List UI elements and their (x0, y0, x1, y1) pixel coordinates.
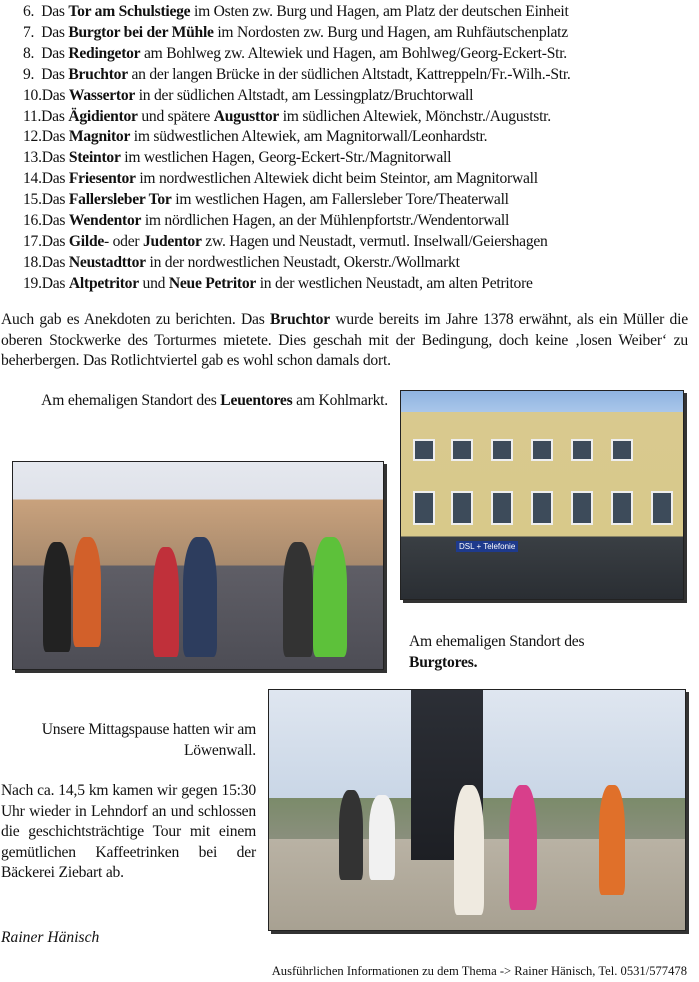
photo-leuentor-building (400, 390, 684, 600)
gate-post: zw. Hagen und Neustadt, vermutl. Inselwall/Geiershagen (201, 232, 548, 250)
gate-mid: - oder (104, 232, 143, 250)
gate-post: im südlichen Altewiek, Mönchstr./Auguststr. (279, 107, 551, 125)
gate-list-item (23, 65, 571, 86)
closing-text-block (1, 720, 256, 884)
gate-b1: Wassertor (68, 86, 136, 104)
gate-post: im Osten zw. Burg und Hagen, am Platz der deutschen Einheit (190, 3, 569, 20)
gate-pre: Das (41, 128, 69, 146)
gate-pre: Das (41, 170, 69, 188)
gate-b1: Steintor (68, 149, 121, 167)
gate-num: 13. (23, 149, 42, 167)
gate-post: im westlichen Hagen, Georg-Eckert-Str./Magnitorwall (120, 149, 452, 167)
anecdote-bold: Bruchtor (270, 311, 330, 328)
gate-num: 7. (23, 23, 35, 41)
gate-list-item (23, 127, 571, 148)
gate-list-item (23, 86, 571, 107)
lunch-text: Unsere Mittagspause hatten wir am Löwenwall. (41, 721, 256, 759)
gate-list-item (23, 190, 571, 211)
gate-b2: Judentor (143, 232, 202, 250)
closing-text: Nach ca. 14,5 km kamen wir gegen 15:30 Uhr wieder in Lehndorf an und schlossen die geschichtsträchtige Tour mit einem gemütlichen Kaffeetrinken bei der Bäckerei Ziebart ab. (1, 782, 256, 881)
gate-list-item (23, 211, 571, 232)
gate-b1: Magnitor (68, 128, 131, 146)
gate-pre: Das (41, 23, 69, 41)
gate-pre: Das (41, 65, 69, 83)
gate-b1: Gilde (68, 232, 105, 250)
gate-post: in der südlichen Altstadt, am Lessingplatz/Bruchtorwall (135, 86, 474, 104)
gate-list-item (23, 274, 571, 295)
gate-pre: Das (41, 149, 69, 167)
gate-list-item (23, 169, 571, 190)
anecdote-paragraph (1, 310, 688, 372)
gate-b1: Burgtor bei der Mühle (68, 23, 214, 41)
gate-mid: und spätere (137, 107, 214, 125)
gate-num: 16. (23, 212, 42, 230)
caption-burgtor (409, 632, 639, 673)
caption-text-cont: am Kohlmarkt. (292, 392, 388, 409)
gate-num: 10. (23, 86, 42, 104)
gate-post: in der nordwestlichen Neustadt, Okerstr./Wollmarkt (145, 253, 460, 271)
photo-group-with-bicycles (12, 461, 384, 670)
gate-b2: Augusttor (213, 107, 280, 125)
shop-sign: DSL + Telefonie (456, 541, 518, 552)
gate-num: 6. (23, 3, 35, 20)
gate-list-item (23, 148, 571, 169)
gate-pre: Das (41, 191, 69, 209)
gate-b1: Altpetritor (68, 274, 139, 292)
gate-num: 12. (23, 128, 42, 146)
gate-post: im nordwestlichen Altewiek dicht beim Steintor, am Magnitorwall (135, 170, 538, 188)
gate-num: 17. (23, 232, 42, 250)
gate-num: 19. (23, 274, 42, 292)
gate-pre: Das (41, 107, 69, 125)
caption-bold: Burgtores. (409, 653, 478, 671)
gate-post: im südwestlichen Altewiek, am Magnitorwall/Leonhardstr. (130, 128, 488, 146)
gate-b1: Ägidientor (68, 107, 138, 125)
gate-list-item (23, 23, 571, 44)
anecdote-text: Auch gab es Anekdoten zu berichten. Das (1, 311, 271, 328)
gate-b1: Tor am Schulstiege (68, 3, 191, 20)
gate-list-item (23, 107, 571, 128)
gate-mid: und (138, 274, 169, 292)
gate-b1: Fallersleber Tor (68, 191, 172, 209)
gate-pre: Das (41, 44, 69, 62)
caption-text: Am ehemaligen Standort des (41, 392, 221, 409)
gate-post: am Bohlweg zw. Altewiek und Hagen, am Bohlweg/Georg-Eckert-Str. (140, 44, 567, 62)
gates-list (23, 2, 571, 295)
gate-post: im westlichen Hagen, am Fallersleber Tore/Theaterwall (171, 191, 509, 209)
gate-b1: Redingetor (68, 44, 141, 62)
gate-b1: Neustadttor (68, 253, 146, 271)
gate-list-item (23, 2, 571, 23)
gate-b2: Neue Petritor (168, 274, 257, 292)
gate-post: in der westlichen Neustadt, am alten Petritore (256, 274, 533, 292)
gate-post: an der langen Brücke in der südlichen Altstadt, Kattreppeln/Fr.-Wilh.-Str. (127, 65, 571, 83)
gate-pre: Das (41, 253, 69, 271)
gate-pre: Das (41, 212, 69, 230)
gate-list-item (23, 232, 571, 253)
gate-num: 18. (23, 253, 42, 271)
photo-loewenwall-lunch (268, 689, 686, 931)
gate-pre: Das (41, 274, 69, 292)
gate-num: 8. (23, 44, 35, 62)
caption-leuentor (12, 391, 388, 412)
gate-num: 15. (23, 191, 42, 209)
gate-pre: Das (41, 86, 69, 104)
gate-post: im Nordosten zw. Burg und Hagen, am Ruhfäutschenplatz (213, 23, 568, 41)
gate-num: 11. (23, 107, 42, 125)
gate-post: im nördlichen Hagen, an der Mühlenpfortstr./Wendentorwall (141, 212, 510, 230)
author-signature: Rainer Hänisch (1, 929, 100, 946)
gate-list-item (23, 253, 571, 274)
gate-num: 9. (23, 65, 35, 83)
caption-text: Am ehemaligen Standort des (409, 633, 585, 650)
footer-contact: Ausführlichen Informationen zu dem Thema -> Rainer Hänisch, Tel. 0531/577478 (271, 964, 687, 978)
gate-b1: Friesentor (68, 170, 136, 188)
gate-b1: Wendentor (68, 212, 142, 230)
anecdote-text-cont: wurde bereits im Jahre 1378 erwähnt, als ein Müller die oberen Stockwerke des Torturmes mietete. Dies geschah mit der Bedingung, doch keine ‚losen Weiber‘ zu beherbergen. Das Rotlichtviertel gab es wohl schon damals dort. (1, 311, 688, 369)
gate-b1: Bruchtor (68, 65, 128, 83)
gate-list-item (23, 44, 571, 65)
gate-pre: Das (41, 3, 69, 20)
gate-pre: Das (41, 232, 69, 250)
gate-num: 14. (23, 170, 42, 188)
caption-bold: Leuentores (220, 392, 293, 409)
